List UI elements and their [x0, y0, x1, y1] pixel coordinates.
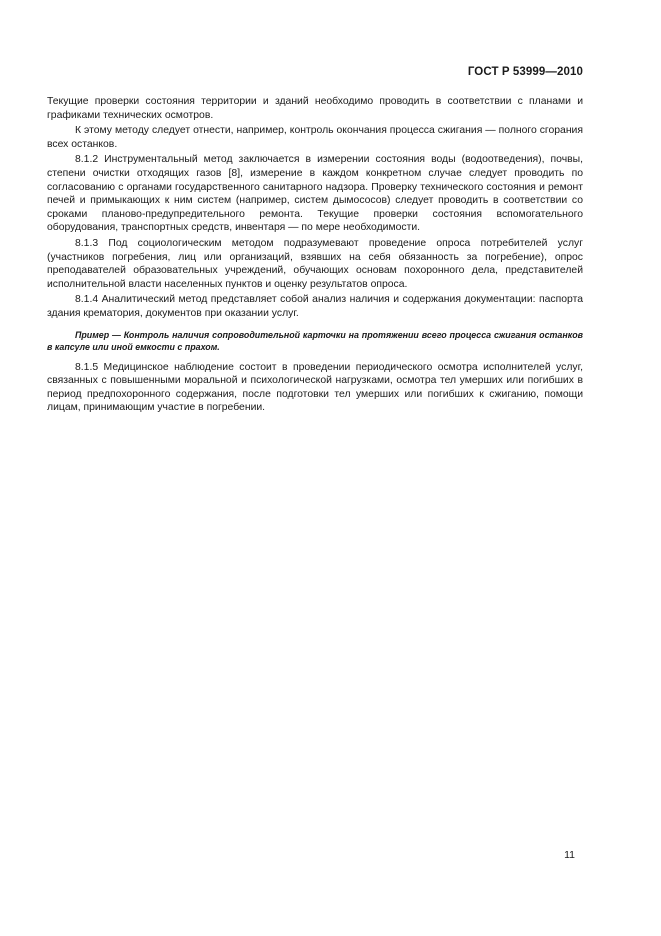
paragraph-8-1-4: 8.1.4 Аналитический метод представляет собой анализ наличия и содержания документации: паспорта здания крематория, документов при оказании услуг. [47, 294, 583, 319]
paragraph-8-1-2: 8.1.2 Инструментальный метод заключается в измерении состояния воды (водоотведения), почвы, степени очистки отходящих газов [8], измерение в каждом конкретном случае следует проводить по согласованию с органами государственного санитарного надзора. Проверку технического состояния и ремонт печей и примыкающих к ним систем (например, систем дымососов) следует проводить в соответствии со сроками планово-предупредительного ремонта. Текущие проверки состояния вспомогательного оборудования, транспортных средств, инвентаря — по мере необходимости. [47, 154, 583, 234]
page-number: 11 [564, 849, 575, 861]
paragraph-8-1-5: 8.1.5 Медицинское наблюдение состоит в проведении периодического осмотра исполнителей услуг, связанных с повышенными моральной и психологической нагрузками, осмотра тел умерших или погибших в период предпохоронного содержания, после подготовки тел умерших или погибших к сжиганию, помощи лицам, принимающим участие в погребении. [47, 361, 583, 414]
document-number-header: ГОСТ Р 53999—2010 [467, 66, 583, 78]
example-note: Пример — Контроль наличия сопроводительной карточки на протяжении всего процесса сжигания останков в капсуле или иной емкости с прахом. [47, 329, 583, 352]
paragraph-8-1-3: 8.1.3 Под социологическим методом подразумевают проведение опроса потребителей услуг (участников погребения, лиц или организаций, взявших на себя обязанность за погребение), опрос преподавателей образовательных учреждений, обучающих основам похоронного дела, представителей исполнительной власти населенных пунктов и оценку результатов опроса. [47, 237, 583, 290]
body-text [47, 95, 583, 417]
paragraph-inspections: Текущие проверки состояния территории и зданий необходимо проводить в соответствии с планами и графиками технических осмотров. [47, 96, 583, 121]
paragraph-combustion-control: К этому методу следует отнести, например, контроль окончания процесса сжигания — полного сгорания всех останков. [47, 125, 583, 150]
